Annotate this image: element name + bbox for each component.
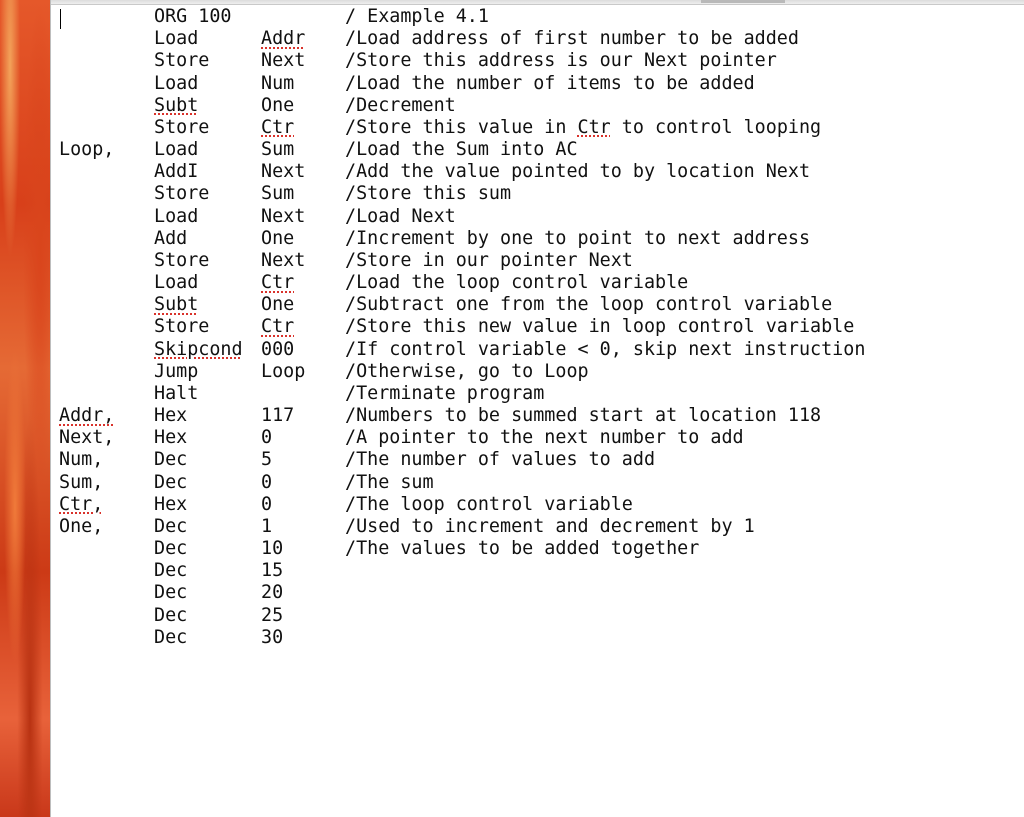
code-operand: Ctr: [261, 272, 295, 294]
code-operand: 30: [261, 626, 284, 648]
code-comment: /Terminate program: [345, 382, 545, 404]
code-instruction: Dec: [154, 449, 188, 471]
code-operand: Num: [261, 72, 295, 94]
code-operand: Ctr: [261, 116, 295, 138]
code-operand: Next: [261, 161, 306, 183]
code-label: One,: [59, 515, 104, 537]
code-instruction: Store: [154, 116, 210, 138]
code-label: Next,: [59, 427, 115, 449]
code-instruction: Dec: [154, 582, 188, 604]
code-operand: 25: [261, 604, 284, 626]
code-comment: /Used to increment and decrement by 1: [345, 515, 755, 537]
code-instruction: Load: [154, 139, 199, 161]
code-instruction: Dec: [154, 515, 188, 537]
code-comment: /Subtract one from the loop control variable: [345, 294, 833, 316]
code-comment: /The sum: [345, 471, 434, 493]
code-comment: /If control variable < 0, skip next instruction: [345, 338, 866, 360]
code-operand: 0: [261, 471, 273, 493]
code-operand: 000: [261, 338, 295, 360]
code-operand: 1: [261, 515, 273, 537]
code-comment: / Example 4.1: [345, 6, 489, 27]
code-operand: Next: [261, 249, 306, 271]
code-comment: /Decrement: [345, 94, 456, 116]
code-label: Loop,: [59, 139, 115, 161]
code-comment: /The loop control variable: [345, 493, 633, 515]
code-instruction: Dec: [154, 471, 188, 493]
code-instruction: AddI: [154, 161, 199, 183]
code-comment: /Add the value pointed to by location Next: [345, 161, 811, 183]
code-instruction: Store: [154, 249, 210, 271]
code-comment: /The number of values to add: [345, 449, 656, 471]
code-comment: /A pointer to the next number to add: [345, 427, 744, 449]
code-instruction: Dec: [154, 604, 188, 626]
code-instruction: ORG 100: [154, 6, 232, 27]
code-operand: One: [261, 294, 295, 316]
code-instruction: Add: [154, 227, 188, 249]
code-comment: /The values to be added together: [345, 538, 700, 560]
code-label: Sum,: [59, 471, 104, 493]
code-comment: /Load address of first number to be added: [345, 28, 799, 50]
code-instruction: Load: [154, 28, 199, 50]
code-operand: One: [261, 227, 295, 249]
code-instruction: Halt: [154, 382, 199, 404]
code-comment: /Load the Sum into AC: [345, 139, 578, 161]
code-instruction: Hex: [154, 493, 188, 515]
window-top-edge: [51, 0, 1024, 5]
code-operand: Ctr: [261, 316, 295, 338]
code-comment: /Increment by one to point to next address: [345, 227, 811, 249]
code-operand: 117: [261, 405, 295, 427]
code-label: Ctr,: [59, 493, 104, 515]
code-comment: /Otherwise, go to Loop: [345, 360, 589, 382]
code-instruction: Dec: [154, 626, 188, 648]
code-operand: Sum: [261, 183, 295, 205]
code-instruction: Jump: [154, 360, 199, 382]
code-comment: /Load the number of items to be added: [345, 72, 755, 94]
code-operand: Loop: [261, 360, 306, 382]
text-caret: [60, 9, 61, 29]
code-operand: 0: [261, 427, 273, 449]
code-operand: 15: [261, 560, 284, 582]
code-operand: 10: [261, 538, 284, 560]
text-editor-window[interactable]: [50, 0, 1024, 817]
code-operand: Next: [261, 205, 306, 227]
code-comment: /Store in our pointer Next: [345, 249, 633, 271]
code-comment: /Load the loop control variable: [345, 272, 689, 294]
window-title-tab: [701, 0, 785, 3]
code-instruction: Hex: [154, 427, 188, 449]
code-instruction: Dec: [154, 560, 188, 582]
code-instruction: Store: [154, 50, 210, 72]
code-label: Addr,: [59, 405, 115, 427]
code-operand: 20: [261, 582, 284, 604]
code-operand: One: [261, 94, 295, 116]
code-operand: 0: [261, 493, 273, 515]
code-operand: Sum: [261, 139, 295, 161]
code-comment: /Store this value in Ctr to control looping: [345, 116, 822, 138]
code-operand: 5: [261, 449, 273, 471]
code-instruction: Load: [154, 72, 199, 94]
code-operand: Next: [261, 50, 306, 72]
code-comment: /Store this new value in loop control variable: [345, 316, 855, 338]
code-comment: /Numbers to be summed start at location 118: [345, 405, 822, 427]
code-operand: Addr: [261, 28, 306, 50]
code-instruction: Load: [154, 205, 199, 227]
code-instruction: Store: [154, 316, 210, 338]
code-instruction: Subt: [154, 294, 199, 316]
misspelled-word: Ctr: [577, 116, 611, 138]
desktop-wallpaper-strip: [0, 0, 50, 817]
code-instruction: Store: [154, 183, 210, 205]
code-instruction: Load: [154, 272, 199, 294]
code-label: Num,: [59, 449, 104, 471]
code-comment: /Store this sum: [345, 183, 512, 205]
code-instruction: Hex: [154, 405, 188, 427]
code-instruction: Skipcond: [154, 338, 243, 360]
code-instruction: Dec: [154, 538, 188, 560]
code-comment: /Load Next: [345, 205, 456, 227]
code-comment: /Store this address is our Next pointer: [345, 50, 777, 72]
code-instruction: Subt: [154, 94, 199, 116]
